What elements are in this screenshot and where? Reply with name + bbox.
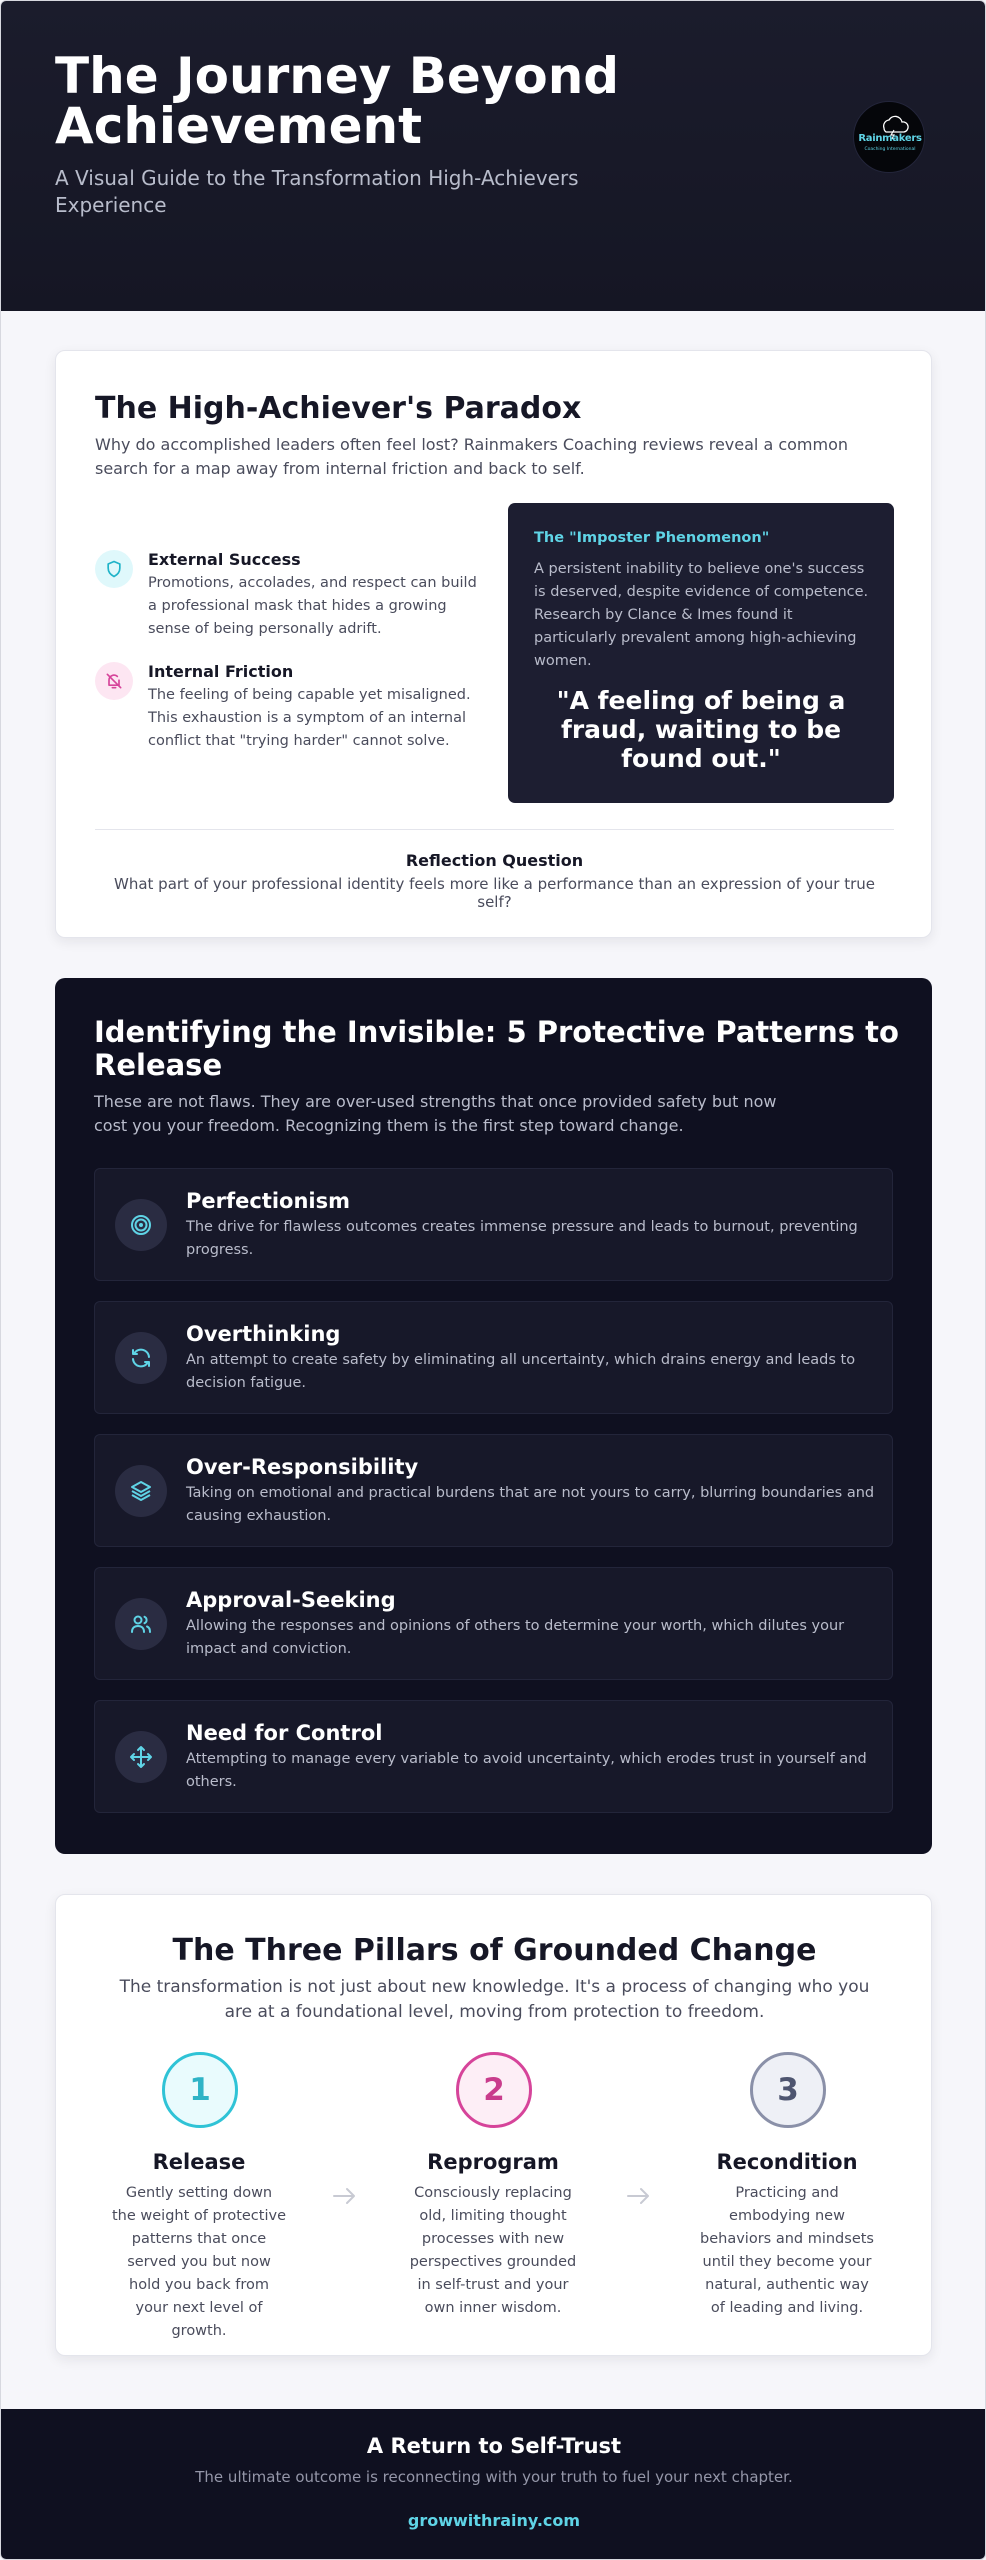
target-icon [115, 1199, 167, 1251]
paradox-card [55, 350, 932, 938]
imposter-text: A persistent inability to believe one's success is deserved, despite evidence of competence. Research by Clance & Imes found it particularly prevalent among high-achieving women. [534, 561, 869, 669]
move-icon [115, 1731, 167, 1783]
feature-text: The feeling of being capable yet misaligned. This exhaustion is a symptom of an internal conflict that "trying harder" cannot solve. [148, 687, 471, 749]
pillar-number: 2 [456, 2052, 532, 2128]
pillar-number: 3 [750, 2052, 826, 2128]
logo-tagline: Coaching International [864, 147, 916, 152]
imposter-title: The "Imposter Phenomenon" [534, 530, 770, 546]
pattern-title: Over-Responsibility [186, 1455, 419, 1479]
pillars-intro: The transformation is not just about new knowledge. It's a process of changing who you are at a foundational level, moving from protection to freedom. [119, 1977, 870, 2022]
patterns-intro: These are not flaws. They are over-used strengths that once provided safety but now cost you your freedom. Recognizing them is the first step toward change. [94, 1092, 777, 1135]
pillar-name: Recondition [716, 2150, 858, 2174]
pattern-perfectionism [94, 1168, 893, 1281]
page-footer [1, 2409, 986, 2560]
logo-name: Rainmakers [858, 133, 922, 144]
pattern-text: Taking on emotional and practical burdens that are not yours to carry, blurring boundaries and causing exhaustion. [186, 1485, 875, 1524]
pillar-text: Consciously replacing old, limiting thought processes with new perspectives grounded in self-trust and your own inner wisdom. [409, 2185, 577, 2316]
footer-title: A Return to Self-Trust [366, 2434, 622, 2458]
pattern-need-for-control [94, 1700, 893, 1813]
reflection-question: What part of your professional identity feels more like a performance than an expression of your true self? [114, 875, 875, 911]
rainmakers-logo [853, 101, 925, 173]
pattern-text: The drive for flawless outcomes creates immense pressure and leads to burnout, preventing progress. [186, 1219, 858, 1258]
reflection-label: Reflection Question [405, 851, 584, 870]
arrow-right-icon [332, 2186, 358, 2206]
imposter-phenomenon-box [508, 503, 894, 803]
pillar-text: Practicing and embodying new behaviors and mindsets until they become your natural, authentic way of leading and living. [700, 2185, 874, 2316]
pattern-title: Perfectionism [186, 1189, 351, 1213]
hero-header [1, 1, 986, 311]
pattern-over-responsibility [94, 1434, 893, 1547]
pattern-title: Overthinking [186, 1322, 341, 1346]
page-title: The Journey Beyond Achievement [55, 47, 620, 155]
pillar-number: 1 [162, 2052, 238, 2128]
footer-subtitle: The ultimate outcome is reconnecting with your truth to fuel your next chapter. [195, 2468, 793, 2486]
pattern-approval-seeking [94, 1567, 893, 1680]
paradox-intro: Why do accomplished leaders often feel lost? Rainmakers Coaching reviews reveal a common search for a map away from internal friction and back to self. [95, 435, 849, 478]
patterns-card [55, 978, 932, 1854]
divider [95, 829, 894, 830]
pillar-name: Release [152, 2150, 246, 2174]
feature-text: Promotions, accolades, and respect can build a professional mask that hides a growing sense of being personally adrift. [148, 575, 477, 637]
pillars-title: The Three Pillars of Grounded Change [172, 1933, 817, 1968]
shield-icon [95, 550, 133, 588]
pattern-text: Allowing the responses and opinions of others to determine your worth, which dilutes your impact and conviction. [186, 1618, 845, 1657]
pattern-title: Need for Control [186, 1721, 383, 1745]
users-icon [115, 1598, 167, 1650]
pattern-overthinking [94, 1301, 893, 1414]
refresh-icon [115, 1332, 167, 1384]
pattern-text: An attempt to create safety by eliminating all uncertainty, which drains energy and leads to decision fatigue. [186, 1352, 856, 1391]
paradox-title: The High-Achiever's Paradox [95, 391, 582, 426]
pillars-card [55, 1894, 932, 2356]
feature-title: External Success [148, 550, 301, 569]
imposter-quote: "A feeling of being a fraud, waiting to be found out." [556, 686, 846, 773]
pillar-text: Gently setting down the weight of protective patterns that once served you but now hold you back from your next level of growth. [112, 2185, 286, 2339]
pillar-name: Reprogram [427, 2150, 559, 2174]
bell-off-icon [95, 662, 133, 700]
patterns-title: Identifying the Invisible: 5 Protective Patterns to Release [94, 1015, 899, 1082]
pattern-text: Attempting to manage every variable to avoid uncertainty, which erodes trust in yourself and others. [186, 1751, 867, 1790]
page-subtitle: A Visual Guide to the Transformation High-Achievers Experience [55, 166, 579, 217]
pattern-title: Approval-Seeking [186, 1588, 396, 1612]
arrow-right-icon [626, 2186, 652, 2206]
feature-title: Internal Friction [148, 662, 294, 681]
layers-icon [115, 1465, 167, 1517]
website-link[interactable]: growwithrainy.com [407, 2511, 581, 2530]
